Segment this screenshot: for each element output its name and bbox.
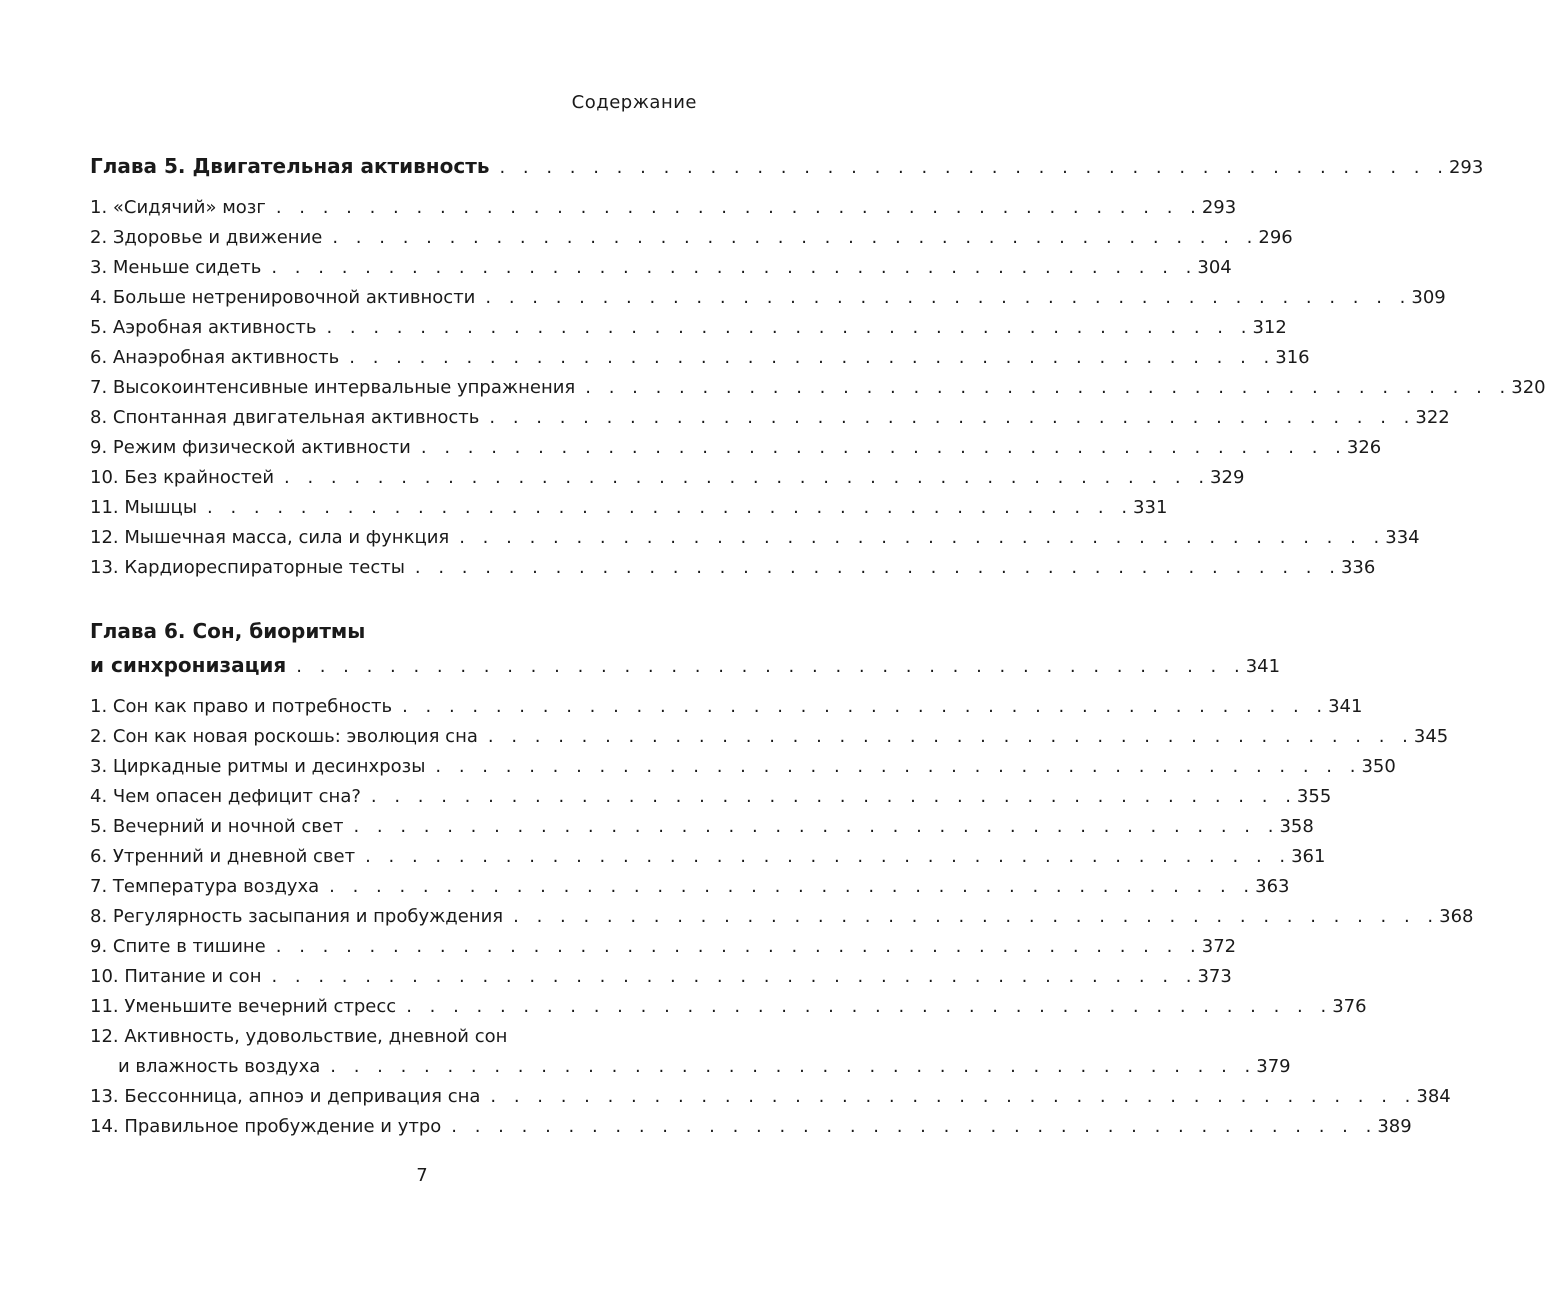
toc-entry: и влажность воздуха . . . . . . . . . . . . . . . . . . . . . . . . . . . . . . . . . . . . . . . . 379	[118, 1056, 1291, 1077]
toc-chapter-5	[90, 149, 1484, 183]
chapter-heading	[90, 648, 1281, 682]
chapter-heading	[90, 149, 1484, 183]
toc-entry-line-1: 12. Активность, удовольствие, дневной сон	[90, 1026, 508, 1047]
chapter-title: Глава 5. Двигательная активность	[90, 154, 490, 178]
toc-entry: 1. «Сидячий» мозг . . . . . . . . . . . . . . . . . . . . . . . . . . . . . . . . . . . . . . . . 293	[90, 197, 1237, 218]
toc-entry: 8. Регулярность засыпания и пробуждения . . . . . . . . . . . . . . . . . . . . . . . . . . . . . . . . . . . . . . . . 368	[90, 906, 1474, 927]
toc-chapter-6	[90, 614, 1281, 682]
toc-entry: 2. Здоровье и движение . . . . . . . . . . . . . . . . . . . . . . . . . . . . . . . . . . . . . . . . 296	[90, 227, 1293, 248]
chapter-page: 293	[1448, 157, 1484, 178]
toc-entry: 6. Утренний и дневной свет . . . . . . . . . . . . . . . . . . . . . . . . . . . . . . . . . . . . . . . . 361	[90, 846, 1326, 867]
chapter-title-line-1: Глава 6. Сон, биоритмы	[90, 619, 366, 643]
toc-entry: 14. Правильное пробуждение и утро . . . . . . . . . . . . . . . . . . . . . . . . . . . . . . . . . . . . . . . . 389	[90, 1116, 1412, 1137]
toc-entry: 6. Анаэробная активность . . . . . . . . . . . . . . . . . . . . . . . . . . . . . . . . . . . . . . . . 316	[90, 347, 1310, 368]
toc-entry: 11. Мышцы . . . . . . . . . . . . . . . . . . . . . . . . . . . . . . . . . . . . . . . . 331	[90, 497, 1168, 518]
chapter-page: 341	[1245, 656, 1281, 677]
toc-entry: 11. Уменьшите вечерний стресс . . . . . . . . . . . . . . . . . . . . . . . . . . . . . . . . . . . . . . . . 376	[90, 996, 1367, 1017]
running-title: Содержание	[571, 92, 697, 113]
toc-entry: 5. Аэробная активность . . . . . . . . . . . . . . . . . . . . . . . . . . . . . . . . . . . . . . . . 312	[90, 317, 1287, 338]
toc-entry: 10. Без крайностей . . . . . . . . . . . . . . . . . . . . . . . . . . . . . . . . . . . . . . . . 329	[90, 467, 1245, 488]
dot-leader: . . . . . . . . . . . . . . . . . . . . . . . . . . . . . . . . . . . . . . . . .	[296, 656, 1246, 677]
page-number: 7	[416, 1165, 428, 1186]
toc-entry: 7. Высокоинтенсивные интервальные упражнения . . . . . . . . . . . . . . . . . . . . . . . . . . . . . . . . . . . . . . . . 320	[90, 377, 1546, 398]
toc-entry: 13. Кардиореспираторные тесты . . . . . . . . . . . . . . . . . . . . . . . . . . . . . . . . . . . . . . . . 336	[90, 557, 1376, 578]
toc-entry: 3. Меньше сидеть . . . . . . . . . . . . . . . . . . . . . . . . . . . . . . . . . . . . . . . . 304	[90, 257, 1232, 278]
toc-chapter-6-items	[90, 692, 1474, 1142]
toc-entry: 2. Сон как новая роскошь: эволюция сна . . . . . . . . . . . . . . . . . . . . . . . . . . . . . . . . . . . . . . . . 345	[90, 726, 1449, 747]
toc-entry: 12. Мышечная масса, сила и функция . . . . . . . . . . . . . . . . . . . . . . . . . . . . . . . . . . . . . . . . 334	[90, 527, 1420, 548]
toc-entry: 4. Больше нетренировочной активности . . . . . . . . . . . . . . . . . . . . . . . . . . . . . . . . . . . . . . . . 309	[90, 287, 1446, 308]
toc-entry: 9. Спите в тишине . . . . . . . . . . . . . . . . . . . . . . . . . . . . . . . . . . . . . . . . 372	[90, 936, 1237, 957]
toc-entry: 9. Режим физической активности . . . . . . . . . . . . . . . . . . . . . . . . . . . . . . . . . . . . . . . . 326	[90, 437, 1382, 458]
toc-entry: 10. Питание и сон . . . . . . . . . . . . . . . . . . . . . . . . . . . . . . . . . . . . . . . . 373	[90, 966, 1232, 987]
toc-entry: 8. Спонтанная двигательная активность . . . . . . . . . . . . . . . . . . . . . . . . . . . . . . . . . . . . . . . . 322	[90, 407, 1450, 428]
toc-entry: 5. Вечерний и ночной свет . . . . . . . . . . . . . . . . . . . . . . . . . . . . . . . . . . . . . . . . 358	[90, 816, 1314, 837]
chapter-title-line-2: и синхронизация	[90, 653, 287, 677]
toc-entry: 3. Циркадные ритмы и десинхрозы . . . . . . . . . . . . . . . . . . . . . . . . . . . . . . . . . . . . . . . . 350	[90, 756, 1396, 777]
toc-entry: 4. Чем опасен дефицит сна? . . . . . . . . . . . . . . . . . . . . . . . . . . . . . . . . . . . . . . . . 355	[90, 786, 1332, 807]
toc-entry: 7. Температура воздуха . . . . . . . . . . . . . . . . . . . . . . . . . . . . . . . . . . . . . . . . 363	[90, 876, 1290, 897]
toc-entry: 13. Бессонница, апноэ и депривация сна . . . . . . . . . . . . . . . . . . . . . . . . . . . . . . . . . . . . . . . . 384	[90, 1086, 1451, 1107]
toc-chapter-5-items	[90, 193, 1546, 583]
dot-leader: . . . . . . . . . . . . . . . . . . . . . . . . . . . . . . . . . . . . . . . . .	[499, 157, 1449, 178]
toc-entry: 1. Сон как право и потребность . . . . . . . . . . . . . . . . . . . . . . . . . . . . . . . . . . . . . . . . 341	[90, 696, 1363, 717]
